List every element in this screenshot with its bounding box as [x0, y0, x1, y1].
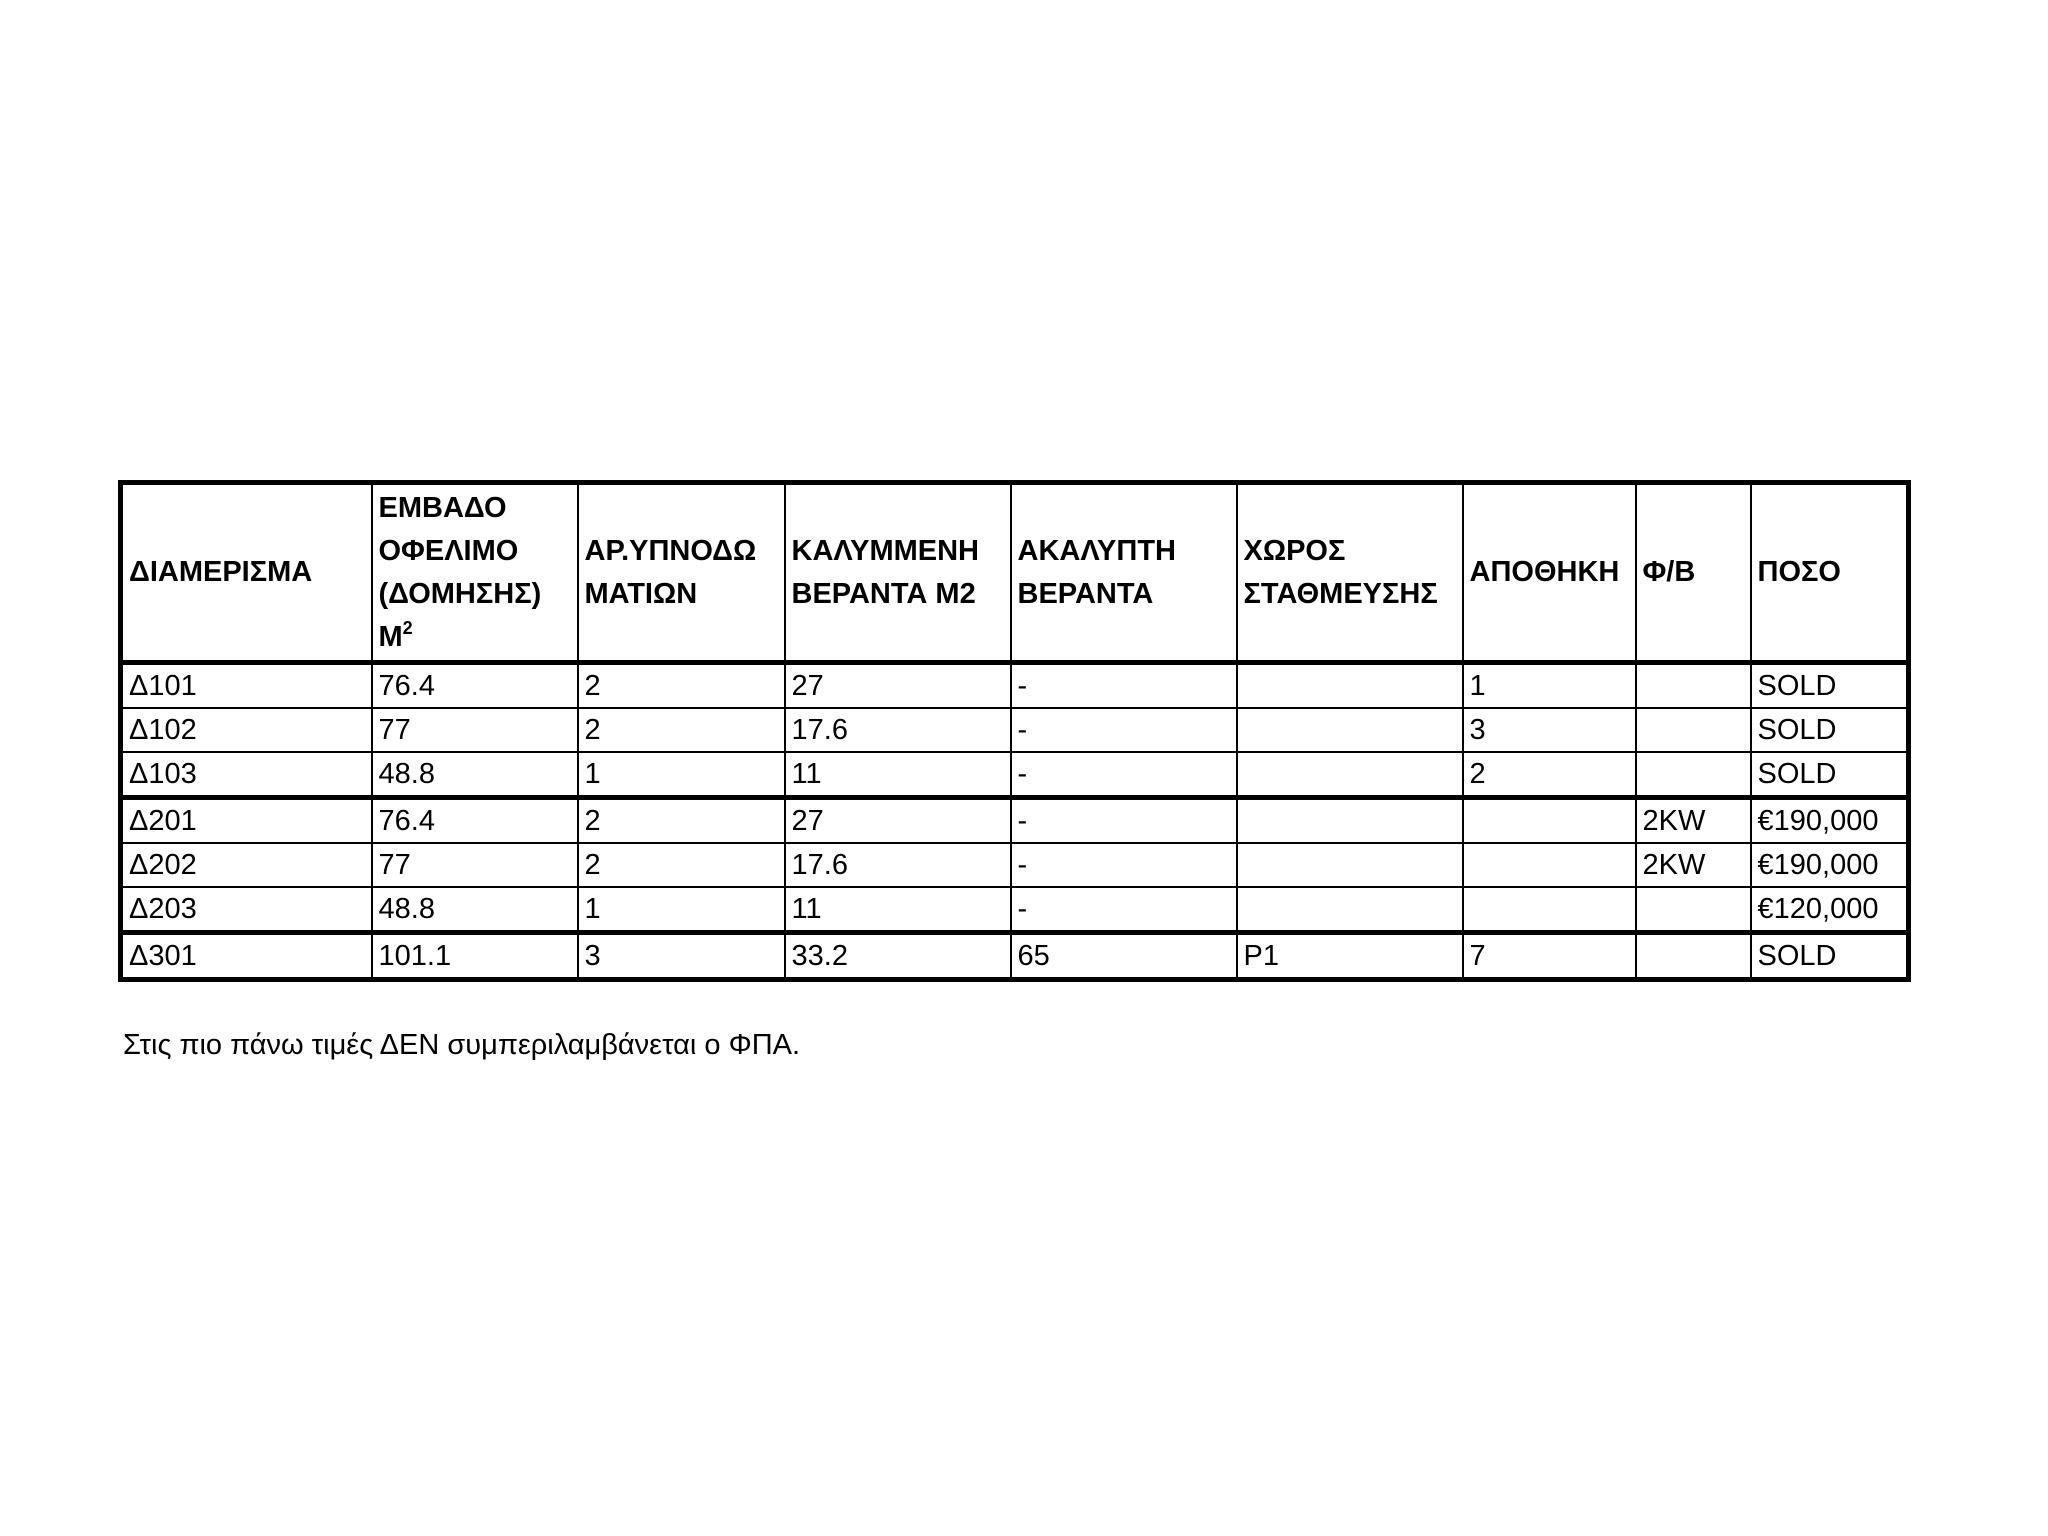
cell-storage: 3 — [1463, 708, 1636, 752]
header-amount — [1751, 483, 1909, 663]
cell-covered-veranda: 33.2 — [785, 933, 1011, 980]
header-line: ΟΦΕΛΙΜΟ — [378, 534, 519, 567]
cell-storage — [1463, 798, 1636, 844]
cell-apartment: Δ203 — [121, 887, 372, 933]
table-row — [121, 887, 1909, 933]
cell-covered-veranda: 11 — [785, 752, 1011, 798]
cell-apartment: Δ101 — [121, 663, 372, 709]
cell-useful-area: 77 — [372, 708, 578, 752]
table-body — [121, 663, 1909, 980]
cell-uncovered-veranda: 65 — [1011, 933, 1237, 980]
cell-covered-veranda: 27 — [785, 798, 1011, 844]
header-covered-veranda — [785, 483, 1011, 663]
cell-covered-veranda: 11 — [785, 887, 1011, 933]
table-row — [121, 843, 1909, 887]
header-apartment — [121, 483, 372, 663]
header-line: ΕΜΒΑΔΟ — [378, 491, 507, 524]
header-line: ΑΠΟΘΗΚΗ — [1469, 556, 1620, 588]
unit-superscript: 2 — [402, 617, 413, 638]
table-row — [121, 933, 1909, 980]
cell-storage — [1463, 887, 1636, 933]
header-storage — [1463, 483, 1636, 663]
header-uncovered-veranda — [1011, 483, 1237, 663]
header-line: ΣΤΑΘΜΕΥΣΗΣ — [1243, 577, 1438, 610]
cell-apartment: Δ202 — [121, 843, 372, 887]
table-header — [121, 483, 1909, 663]
header-line: ΧΩΡΟΣ — [1243, 534, 1346, 567]
cell-parking-space — [1237, 663, 1463, 709]
cell-useful-area: 101.1 — [372, 933, 578, 980]
cell-bedrooms: 2 — [578, 708, 785, 752]
cell-useful-area: 48.8 — [372, 887, 578, 933]
table-row — [121, 708, 1909, 752]
cell-photovoltaic — [1636, 708, 1751, 752]
cell-uncovered-veranda: - — [1011, 752, 1237, 798]
header-line: ΑΚΑΛΥΠΤΗ — [1017, 534, 1176, 567]
cell-parking-space: P1 — [1237, 933, 1463, 980]
cell-amount: SOLD — [1751, 752, 1909, 798]
cell-useful-area: 77 — [372, 843, 578, 887]
cell-covered-veranda: 17.6 — [785, 843, 1011, 887]
cell-amount: SOLD — [1751, 663, 1909, 709]
cell-apartment: Δ102 — [121, 708, 372, 752]
header-line: ΒΕΡΑΝΤΑ Μ2 — [791, 577, 976, 610]
cell-apartment: Δ201 — [121, 798, 372, 844]
cell-photovoltaic — [1636, 663, 1751, 709]
header-line: ΠΟΣΟ — [1757, 556, 1841, 588]
cell-useful-area: 76.4 — [372, 663, 578, 709]
cell-bedrooms: 2 — [578, 798, 785, 844]
cell-useful-area: 76.4 — [372, 798, 578, 844]
header-line — [379, 616, 577, 659]
cell-bedrooms: 3 — [578, 933, 785, 980]
cell-photovoltaic: 2KW — [1636, 843, 1751, 887]
cell-uncovered-veranda: - — [1011, 798, 1237, 844]
cell-uncovered-veranda: - — [1011, 887, 1237, 933]
header-bedrooms — [578, 483, 785, 663]
cell-amount: €120,000 — [1751, 887, 1909, 933]
cell-uncovered-veranda: - — [1011, 708, 1237, 752]
table-row — [121, 752, 1909, 798]
cell-parking-space — [1237, 887, 1463, 933]
cell-parking-space — [1237, 708, 1463, 752]
header-line: ΚΑΛΥΜΜΕΝΗ — [791, 534, 979, 567]
table-row — [121, 798, 1909, 844]
header-unit: Μ — [378, 620, 403, 653]
cell-parking-space — [1237, 752, 1463, 798]
cell-amount: €190,000 — [1751, 843, 1909, 887]
cell-photovoltaic — [1636, 752, 1751, 798]
header-line: (ΔΟΜΗΣΗΣ) — [378, 577, 542, 610]
header-line: ΒΕΡΑΝΤΑ — [1017, 577, 1154, 610]
cell-bedrooms: 1 — [578, 887, 785, 933]
cell-storage: 1 — [1463, 663, 1636, 709]
cell-bedrooms: 2 — [578, 843, 785, 887]
cell-amount: €190,000 — [1751, 798, 1909, 844]
header-row — [121, 483, 1909, 663]
cell-photovoltaic — [1636, 933, 1751, 980]
header-line: ΔΙΑΜΕΡΙΣΜΑ — [129, 556, 313, 588]
cell-bedrooms: 2 — [578, 663, 785, 709]
apartment-price-table — [118, 480, 1911, 982]
cell-uncovered-veranda: - — [1011, 663, 1237, 709]
header-useful-area — [372, 483, 578, 663]
cell-photovoltaic: 2KW — [1636, 798, 1751, 844]
header-line: ΑΡ.ΥΠΝΟΔΩ — [584, 534, 757, 567]
cell-apartment: Δ301 — [121, 933, 372, 980]
cell-covered-veranda: 17.6 — [785, 708, 1011, 752]
cell-amount: SOLD — [1751, 708, 1909, 752]
cell-storage — [1463, 843, 1636, 887]
cell-uncovered-veranda: - — [1011, 843, 1237, 887]
header-photovoltaic — [1636, 483, 1751, 663]
cell-useful-area: 48.8 — [372, 752, 578, 798]
header-line: Φ/Β — [1642, 556, 1696, 588]
cell-storage: 7 — [1463, 933, 1636, 980]
cell-photovoltaic — [1636, 887, 1751, 933]
table-row — [121, 663, 1909, 709]
cell-parking-space — [1237, 843, 1463, 887]
cell-amount: SOLD — [1751, 933, 1909, 980]
cell-covered-veranda: 27 — [785, 663, 1011, 709]
vat-footnote: Στις πιο πάνω τιμές ΔΕΝ συμπεριλαμβάνεται ο ΦΠΑ. — [123, 1029, 801, 1061]
header-parking-space — [1237, 483, 1463, 663]
cell-storage: 2 — [1463, 752, 1636, 798]
cell-parking-space — [1237, 798, 1463, 844]
cell-bedrooms: 1 — [578, 752, 785, 798]
header-line: ΜΑΤΙΩΝ — [584, 577, 698, 610]
cell-apartment: Δ103 — [121, 752, 372, 798]
